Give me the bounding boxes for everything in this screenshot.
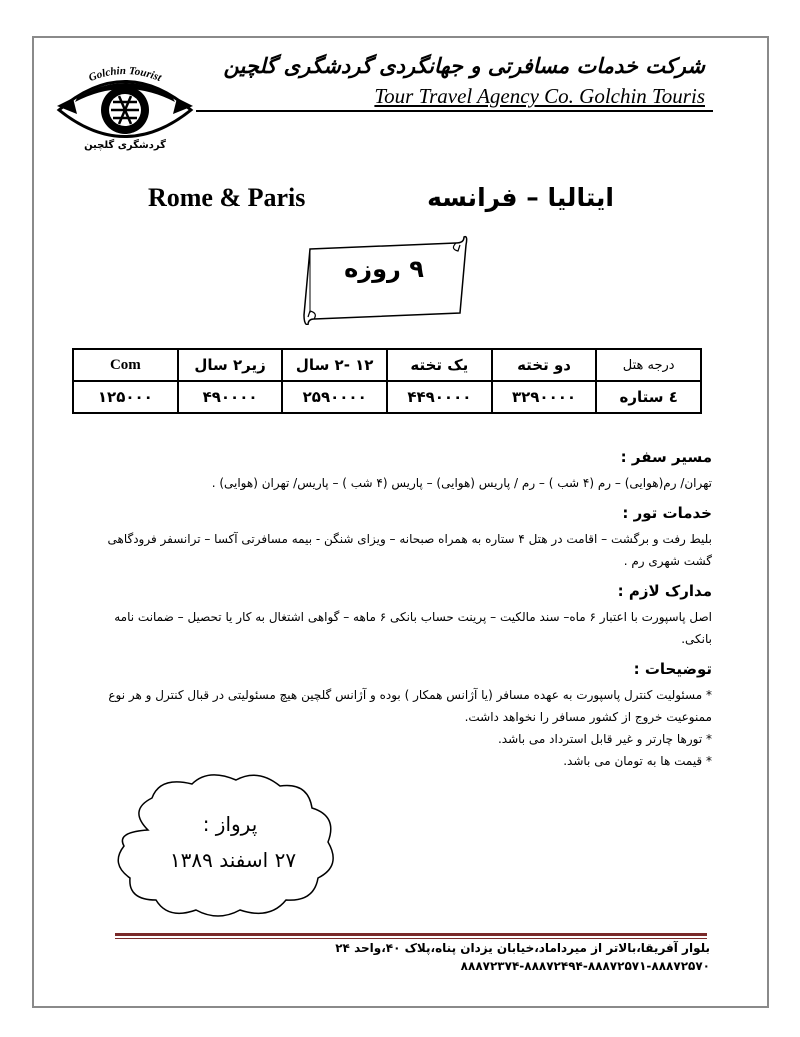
header-single-room: یک تخته bbox=[387, 349, 492, 381]
footer-divider bbox=[115, 933, 707, 936]
eye-icon bbox=[57, 82, 193, 137]
logo-text-top: Golchin Tourist bbox=[87, 64, 164, 85]
header-commission: Com bbox=[73, 349, 178, 381]
company-name-english: Tour Travel Agency Co. Golchin Touris bbox=[374, 84, 705, 108]
flight-date: ۲۷ اسفند ۱۳۸۹ bbox=[169, 848, 297, 872]
footer-address: بلوار آفریقا،بالاتر از میرداماد،خیابان یزدان پناه،پلاک ۴۰،واحد ۲۴ bbox=[335, 941, 710, 955]
notes-section bbox=[88, 660, 712, 772]
services-line-2: گشت شهری رم . bbox=[623, 554, 712, 568]
header-divider bbox=[196, 110, 713, 112]
services-section bbox=[88, 504, 712, 572]
header-double-room: دو تخته bbox=[492, 349, 597, 381]
services-title: خدمات تور : bbox=[622, 504, 712, 522]
documents-title: مدارک لازم : bbox=[617, 582, 712, 600]
route-section bbox=[88, 448, 712, 494]
flight-label: پرواز : bbox=[202, 812, 258, 836]
destination-persian: ایتالیا – فرانسه bbox=[427, 183, 614, 212]
services-line-1: بلیط رفت و برگشت – اقامت در هتل ۴ ستاره به همراه صبحانه – ویزای شنگن - بیمه مسافرتی آکسا – ترانسفر فرودگاهی bbox=[107, 532, 712, 546]
golchin-logo bbox=[55, 58, 195, 158]
documents-line-1: اصل پاسپورت با اعتبار ۶ ماه– سند مالکیت – پرینت حساب بانکی ۶ ماهه – گواهی اشتغال به کار یا تحصیل – ضمانت نامه bbox=[114, 610, 712, 624]
header-hotel-grade: درجه هتل bbox=[596, 349, 701, 381]
notes-line-2: ممنوعیت خروج از کشور مسافر را نخواهد داشت. bbox=[464, 710, 712, 724]
price-table-header bbox=[73, 349, 701, 381]
destination-english: Rome & Paris bbox=[148, 183, 306, 212]
cell-double-room-price: ۳۲۹۰۰۰۰ bbox=[492, 381, 597, 413]
logo-text-bottom: گردشگری گلچین bbox=[84, 140, 166, 151]
footer-phones: ۸۸۸۷۲۳۷۴-۸۸۸۷۲۴۹۴-۸۸۸۷۲۵۷۱-۸۸۸۷۲۵۷۰ bbox=[460, 959, 710, 973]
documents-line-2: بانکی. bbox=[681, 632, 712, 646]
cell-hotel-grade: ٤ ستاره bbox=[596, 381, 701, 413]
cell-commission: ۱۲۵۰۰۰ bbox=[73, 381, 178, 413]
notes-line-3: * تورها چارتر و غیر قابل استرداد می باشد. bbox=[497, 732, 712, 746]
notes-line-1: * مسئولیت کنترل پاسپورت به عهده مسافر (یا آژانس همکار ) بوده و آژانس گلچین هیچ مسئولیتی در قبال کنترل و هر نوع bbox=[108, 688, 712, 702]
footer-divider-thin bbox=[115, 938, 707, 939]
route-title: مسیر سفر : bbox=[620, 448, 712, 466]
trip-duration: ۹ روزه bbox=[344, 255, 424, 283]
cell-single-room-price: ۴۴۹۰۰۰۰ bbox=[387, 381, 492, 413]
notes-line-4: * قیمت ها به تومان می باشد. bbox=[563, 754, 712, 768]
price-table-row bbox=[73, 381, 701, 413]
header-child-2-12: ۱۲ -۲ سال bbox=[282, 349, 387, 381]
cell-child-price: ۲۵۹۰۰۰۰ bbox=[282, 381, 387, 413]
route-text: تهران/ رم(هوایی) – رم (۴ شب ) – رم / پاریس (هوایی) – پاریس (۴ شب ) – پاریس/ تهران (هوایی) . bbox=[211, 476, 712, 490]
cloud-callout bbox=[108, 770, 342, 920]
price-table bbox=[72, 348, 702, 414]
tour-details bbox=[88, 448, 712, 782]
header-infant-under-2: زیر۲ سال bbox=[178, 349, 283, 381]
company-name-persian: شرکت خدمات مسافرتی و جهانگردی گردشگری گلچین bbox=[223, 54, 705, 78]
cell-infant-price: ۴۹۰۰۰۰ bbox=[178, 381, 283, 413]
documents-section bbox=[88, 582, 712, 650]
notes-title: توضیحات : bbox=[633, 660, 712, 678]
